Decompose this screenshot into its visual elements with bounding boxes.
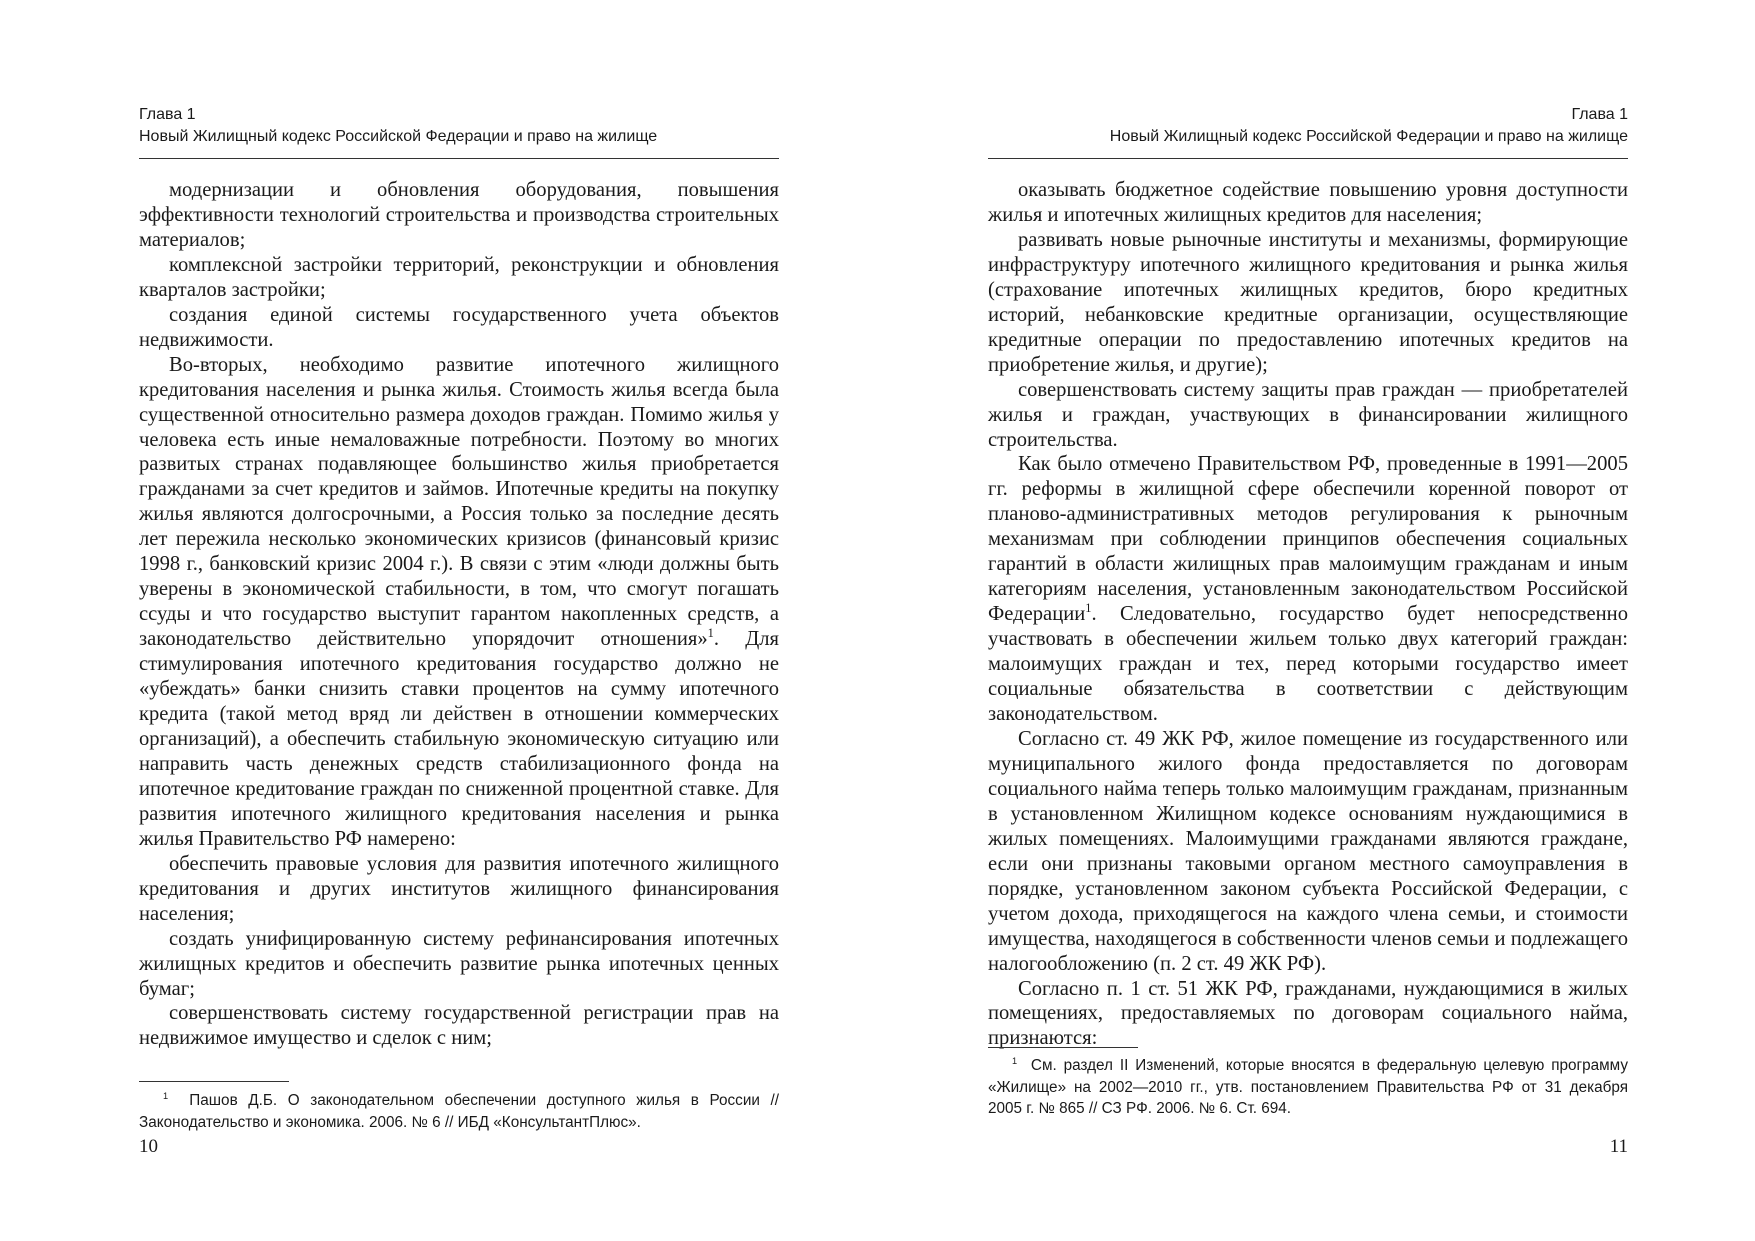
chapter-label: Глава 1: [139, 106, 196, 123]
footnote: $^1$ См. раздел II Изменений, которые вносятся в федеральную целевую программу «Жилище» на 2002—2010 гг., утв. постановлением Правительства РФ от 31 декабря 2005 г. № 865 // СЗ РФ. 2006. № 6. Ст. 694.: [988, 1055, 1628, 1117]
paragraph: совершенствовать систему государственной регистрации прав на недвижимое имущество и сделок с ним;: [139, 1002, 779, 1050]
page-number: 10: [139, 1136, 158, 1157]
footnote: $^1$ Пашов Д.Б. О законодательном обеспечении доступного жилья в России // Законодательство и экономика. 2006. № 6 // ИБД «КонсультантПлюс».: [139, 1090, 780, 1131]
paragraph: оказывать бюджетное содействие повышению уровня доступности жилья и ипотечных жилищных кредитов для населения;: [988, 179, 1628, 226]
paragraph: обеспечить правовые условия для развития ипотечного жилищного кредитования и других институтов жилищного финансирования населения;: [139, 852, 779, 925]
chapter-title: Новый Жилищный кодекс Российской Федерации и право на жилище: [1109, 128, 1628, 145]
footnote-marker: 1: [163, 1090, 169, 1101]
paragraph: Согласно п. 1 ст. 51 ЖК РФ, гражданами, нуждающимися в жилых помещениях, предоставляемых по договорам социального найма, признаются:: [988, 977, 1628, 1050]
paragraph: комплексной застройки территорий, реконструкции и обновления кварталов застройки;: [139, 253, 779, 301]
paragraph: Согласно ст. 49 ЖК РФ, жилое помещение из государственного или муниципального жилого фонда предоставляется по договорам социального найма теперь только малоимущим гражданам, признанным в установленном Жилищном кодексе основаниям нуждающимися в жилых помещениях. Малоимущими гражданами являются граждане, если они признаны таковыми органом местного самоуправления в порядке, установленном законом субъекта Российской Федерации, с учетом дохода, приходящегося на каждого члена семьи, и стоимости имущества, находящегося в собственности членов семьи и подлежащего налогообложению (п. 2 ст. 49 ЖК РФ).: [988, 727, 1628, 975]
chapter-title: Новый Жилищный кодекс Российской Федерации и право на жилище: [139, 128, 658, 145]
body-text: [988, 178, 1628, 1051]
page-number: 11: [1609, 1136, 1628, 1157]
paragraph: Во-вторых, необходимо развитие ипотечного жилищного кредитования населения и рынка жилья. Стоимость жилья всегда была существенной относительно размера доходов граждан. Помимо жилья у человека есть иные немаловажные потребности. Поэтому во многих развитых странах подавляющее большинство жилья приобретается гражданами за счет кредитов и займов. Ипотечные кредиты на покупку жилья являются долгосрочными, а Россия только за последние десять лет пережила несколько экономических кризисов (финансовый кризис 1998 г., банковский кризис 2004 г.). В связи с этим «люди должны быть уверены в экономической стабильности, в том, что смогут погашать ссуды и что государство выступит гарантом накопленных средств, а законодательство действительно упорядочит отношения»$^1$. Для стимулирования ипотечного кредитования государство должно не «убеждать» банки снизить ставки процентов на сумму ипотечного кредита (такой метод вряд ли действен в отношении коммерческих организаций), а обеспечить стабильную экономическую ситуацию или направить часть денежных средств стабилизационного фонда на ипотечное кредитование граждан по сниженной процентной ставке. Для развития ипотечного жилищного кредитования населения и рынка жилья Правительство РФ намерено:: [139, 353, 780, 850]
paragraph: Как было отмечено Правительством РФ, проведенные в 1991—2005 гг. реформы в жилищной сфере обеспечили коренной поворот от планово-административных методов регулирования к рыночным механизмам при соблюдении принципов обеспечения социальных гарантий в области жилищных прав малоимущим гражданам и иным категориям населения, установленным законодательством Российской Федерации$^1$. Следовательно, государство будет непосредственно участвовать в обеспечении жильем только двух категорий граждан: малоимущих граждан и тех, перед которыми государство имеет социальные обязательства в соответствии с действующим законодательством.: [988, 453, 1628, 726]
paragraph: модернизации и обновления оборудования, повышения эффективности технологий строительства и производства строительных материалов;: [139, 179, 779, 251]
running-header: [139, 104, 779, 159]
body-text: [139, 178, 779, 1051]
footnote-ref: 1: [707, 626, 714, 641]
running-header: [988, 104, 1628, 159]
paragraph: создать унифицированную систему рефинансирования ипотечных жилищных кредитов и обеспечить развитие рынка ипотечных ценных бумаг;: [139, 927, 779, 1000]
footnote-separator: [988, 1047, 1138, 1048]
chapter-label: Глава 1: [1571, 106, 1628, 123]
paragraph: совершенствовать систему защиты прав граждан — приобретателей жилья и граждан, участвующих в финансировании жилищного строительства.: [988, 378, 1628, 451]
footnote-separator: [139, 1081, 289, 1082]
footnote-marker: 1: [1012, 1055, 1018, 1066]
footnote-ref: 1: [1085, 601, 1092, 616]
paragraph: создания единой системы государственного учета объектов недвижимости.: [139, 303, 779, 351]
paragraph: развивать новые рыночные институты и механизмы, формирующие инфраструктуру ипотечного жилищного кредитования и рынка жилья (страхование ипотечных жилищных кредитов, бюро кредитных историй, небанковские кредитные организации, осуществляющие кредитные операции по предоставлению ипотечных кредитов на приобретение жилья, и другие);: [988, 228, 1628, 376]
